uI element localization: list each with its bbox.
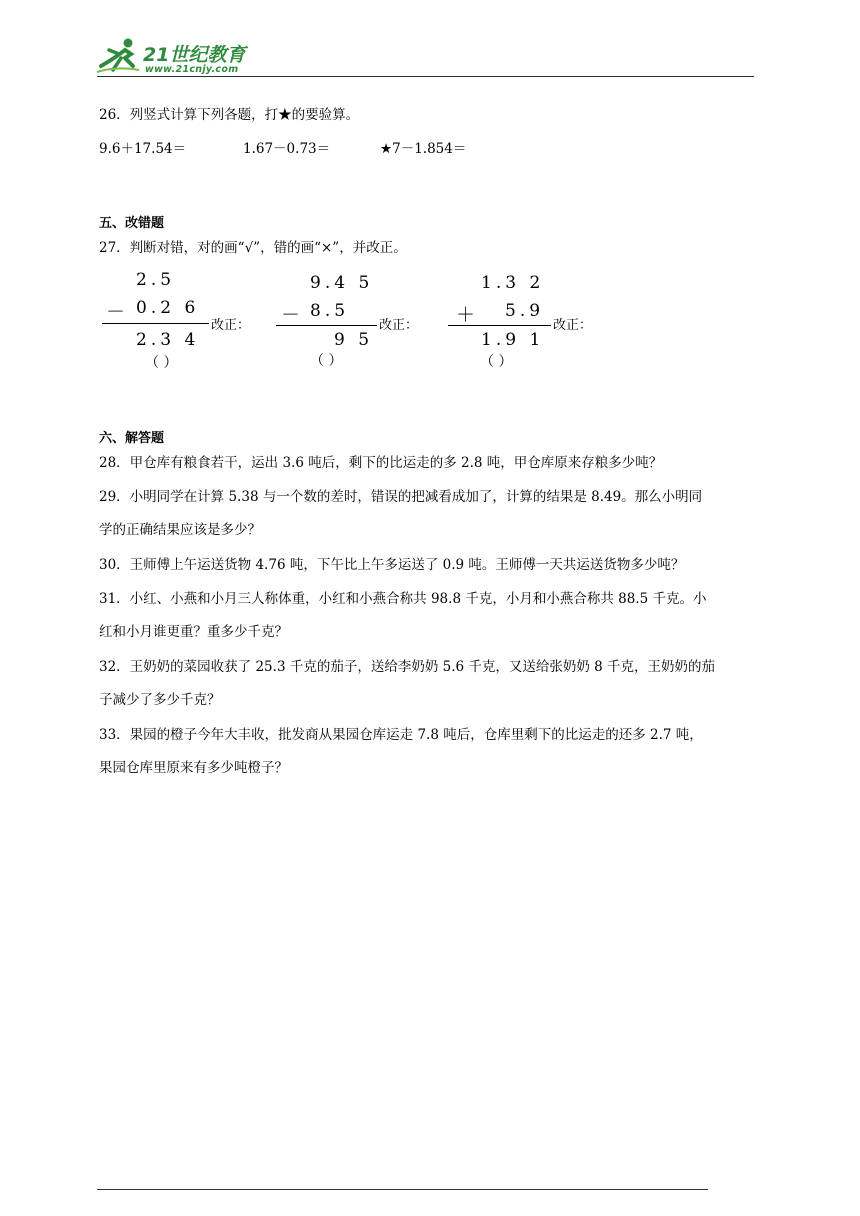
q30-line-1: 30．王师傅上午运送货物 4.76 吨，下午比上午多运送了 0.9 吨。王师傅一天共运送货物多少吨？ <box>99 557 685 573</box>
problem-3-fix-label: 改正： <box>553 318 593 333</box>
problem-1-fix-label: 改正： <box>211 318 251 333</box>
runner-logo-icon <box>95 36 141 76</box>
logo-title: 21世纪教育 <box>143 44 246 66</box>
q27-prompt: 27．判断对错，对的画“√”，错的画“×”，并改正。 <box>99 240 407 256</box>
q33-line-1: 33．果园的橙子今年大丰收，批发商从果园仓库运走 7.8 吨后，仓库里剩下的比运走的还多 2.7 吨， <box>99 727 703 743</box>
q31-line-2: 红和小月谁更重？重多少千克？ <box>99 624 288 640</box>
problem-2-fix-label: 改正： <box>379 318 419 333</box>
problem-1-answer-paren[interactable]: （ ） <box>145 355 178 371</box>
problem-1-line <box>102 323 209 324</box>
q28-line-1: 28．甲仓库有粮食若干，运出 3.6 吨后，剩下的比运走的多 2.8 吨，甲仓库原来存粮多少吨？ <box>99 455 663 471</box>
q29-line-2: 学的正确结果应该是多少？ <box>99 522 261 538</box>
q29-line-1: 29．小明同学在计算 5.38 与一个数的差时，错误的把减看成加了，计算的结果是 8.49。那么小明同 <box>99 489 703 505</box>
q26-item-3: ★7－1.854＝ <box>380 141 467 157</box>
q26-item-2: 1.67－0.73＝ <box>243 141 331 157</box>
q31-line-1: 31．小红、小燕和小月三人称体重，小红和小燕合称共 98.8 千克，小月和小燕合称共 88.5 千克。小 <box>99 591 707 607</box>
problem-3-answer-paren[interactable]: （ ） <box>480 354 513 370</box>
q32-line-1: 32．王奶奶的菜园收获了 25.3 千克的茄子，送给李奶奶 5.6 千克，又送给张奶奶 8 千克，王奶奶的茄 <box>99 659 716 675</box>
problem-2-operator: － <box>281 304 301 326</box>
q33-line-2: 果园仓库里原来有多少吨橙子？ <box>99 760 288 776</box>
problem-3-top: 1.3 2 <box>481 273 545 293</box>
header-rule <box>97 76 754 77</box>
logo-url: www.21cnjy.com <box>145 64 239 75</box>
problem-1-operator: － <box>106 301 126 323</box>
problem-1-second: 0.2 6 <box>136 298 200 318</box>
problem-3-second: 5.9 <box>505 301 545 321</box>
problem-3-result: 1.9 1 <box>481 330 545 350</box>
problem-2-answer-paren[interactable]: （ ） <box>310 353 343 369</box>
section-title-6: 六、解答题 <box>99 431 165 446</box>
q26-item-1: 9.6＋17.54＝ <box>99 141 187 157</box>
q32-line-2: 子减少了多少千克？ <box>99 692 221 708</box>
problem-2-second: 8.5 <box>310 301 350 321</box>
problem-2-line <box>276 325 377 326</box>
problem-1-result: 2.3 4 <box>136 330 200 350</box>
section-title-5: 五、改错题 <box>99 216 165 231</box>
problem-2-top: 9.4 5 <box>310 273 374 293</box>
problem-2-result: 9 5 <box>334 330 374 350</box>
footer-rule <box>97 1189 708 1190</box>
problem-1-top: 2.5 <box>136 270 176 290</box>
site-logo <box>95 36 265 78</box>
problem-3-line <box>448 325 551 326</box>
problem-3-operator: ＋ <box>456 304 476 326</box>
q26-prompt: 26．列竖式计算下列各题，打★的要验算。 <box>99 107 360 123</box>
